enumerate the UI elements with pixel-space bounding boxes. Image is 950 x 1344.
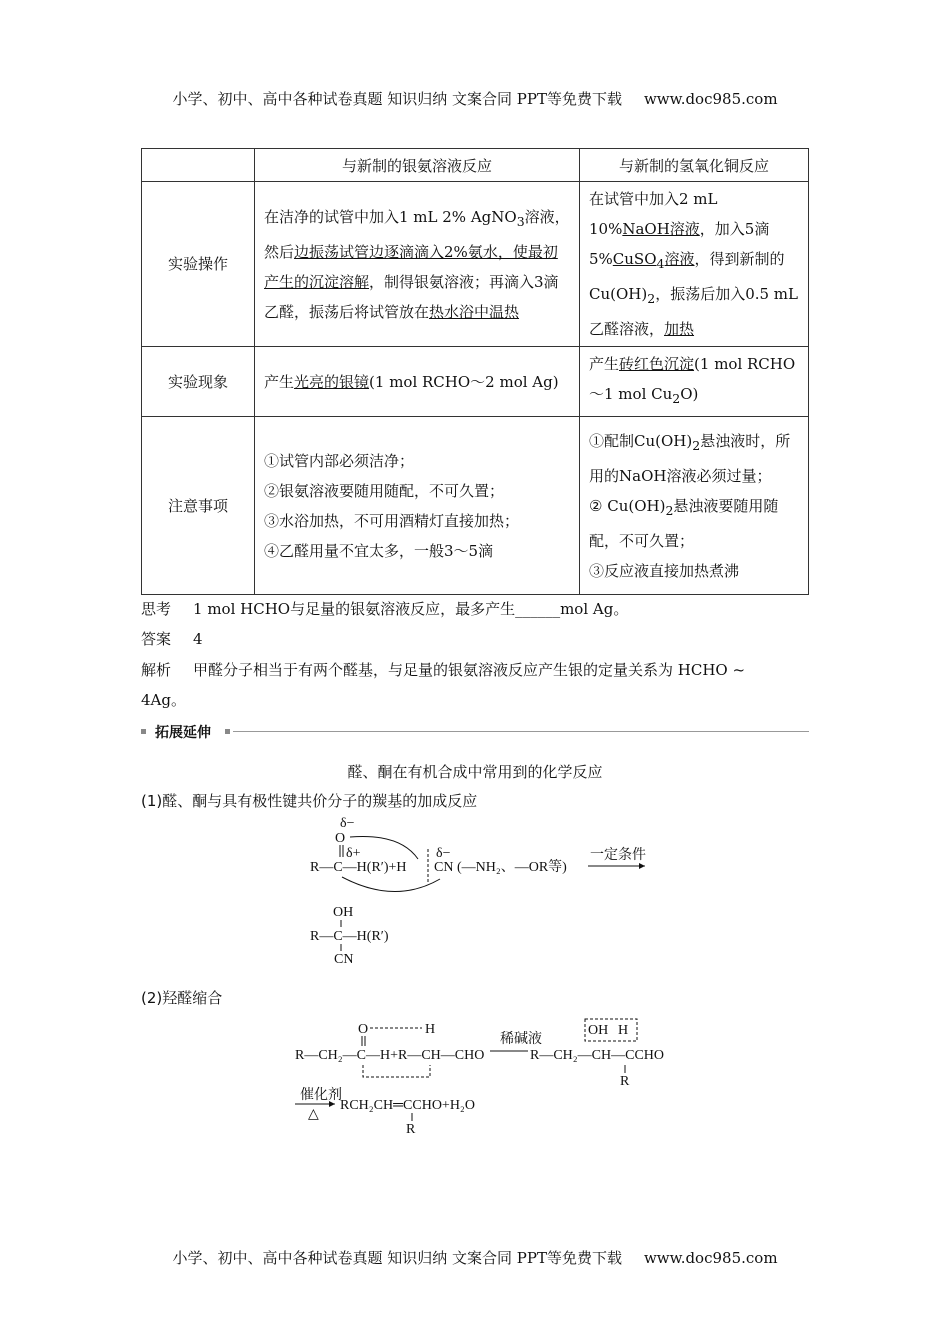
copper-cell: ①配制$Cu(OH)_2$悬浊液时，所用的NaOH溶液必须过量； ② $Cu(OH)_2$悬浊液要随用随配，不可久置； ③反应液直接加热煮沸 <box>580 417 809 595</box>
table-header-row <box>142 149 809 182</box>
svg-text:RCH₂CH═CCHO+H₂O: RCH₂CH═CCHO+H₂O <box>340 1098 475 1113</box>
think-question: 思考 1 mol HCHO与足量的银氨溶液反应，最多产生______mol Ag。 <box>141 600 629 618</box>
row-label: 注意事项 <box>142 417 255 595</box>
header-url[interactable]: www.doc985.com <box>643 90 778 108</box>
svg-text:R—C—H(R′)+H: R—C—H(R′)+H <box>310 860 407 875</box>
silver-cell: 产生光亮的银镜(1 mol RCHO～2 mol Ag) <box>255 347 580 417</box>
svg-text:OH: OH <box>333 905 354 920</box>
svg-text:稀碱液: 稀碱液 <box>500 1032 542 1047</box>
copper-cell: 在试管中加入2 mL 10%NaOH溶液，加入5滴5%CuSO$_4$溶液，得到新制的$Cu(OH)_2$，振荡后加入0.5 mL乙醛溶液，加热 <box>580 182 809 347</box>
header-cell: 与新制的氢氧化铜反应 <box>580 149 809 182</box>
section-bar <box>141 722 809 742</box>
svg-text:R: R <box>406 1122 416 1137</box>
section-label: 拓展延伸 <box>155 725 211 741</box>
row-label: 实验现象 <box>142 347 255 417</box>
svg-text:δ−: δ− <box>340 816 355 831</box>
copper-cell: 产生砖红色沉淀(1 mol RCHO～1 mol $Cu_2O$) <box>580 347 809 417</box>
table-row <box>142 182 809 347</box>
header-text: 小学、初中、高中各种试卷真题 知识归纳 文案合同 PPT等免费下载 <box>172 90 622 108</box>
table-row <box>142 417 809 595</box>
row-label: 实验操作 <box>142 182 255 347</box>
silver-cell: 在洁净的试管中加入1 mL 2% AgNO$_3$溶液，然后边振荡试管边逐滴滴入2%氨水，使最初产生的沉淀溶解，制得银氨溶液；再滴入3滴乙醛，振荡后将试管放在热水浴中温热 <box>255 182 580 347</box>
nucleophilic-addition-diagram <box>300 815 660 975</box>
item-1: (1)醛、酮与具有极性键共价分子的羰基的加成反应 <box>141 792 478 810</box>
svg-text:R—C—H(R′): R—C—H(R′) <box>310 929 389 944</box>
svg-text:一定条件: 一定条件 <box>590 848 646 863</box>
svg-text:O: O <box>358 1022 369 1037</box>
svg-text:R—CH₂—CH—CCHO: R—CH₂—CH—CCHO <box>530 1048 665 1063</box>
analysis-cont: 4Ag。 <box>141 691 186 709</box>
page-footer <box>0 1247 950 1268</box>
silver-cell: ①试管内部必须洁净； ②银氨溶液要随用随配，不可久置； ③水浴加热，不可用酒精灯直接加热； ④乙醛用量不宜太多，一般3～5滴 <box>255 417 580 595</box>
svg-text:OH: OH <box>588 1023 609 1038</box>
svg-text:H: H <box>618 1023 629 1038</box>
answer: 答案 4 <box>141 630 203 648</box>
section-title: 醛、酮在有机合成中常用到的化学反应 <box>347 763 603 781</box>
footer-url[interactable]: www.doc985.com <box>643 1249 778 1267</box>
svg-text:CN (—NH₂、—OR等): CN (—NH₂、—OR等) <box>434 860 567 875</box>
svg-text:δ−: δ− <box>436 846 451 861</box>
svg-text:H: H <box>425 1022 436 1037</box>
analysis: 解析 甲醛分子相当于有两个醛基，与足量的银氨溶液反应产生银的定量关系为 HCHO ~ <box>141 661 746 679</box>
comparison-table <box>141 148 809 595</box>
footer-text: 小学、初中、高中各种试卷真题 知识归纳 文案合同 PPT等免费下载 <box>172 1249 622 1267</box>
header-cell: 与新制的银氨溶液反应 <box>255 149 580 182</box>
page-header <box>0 88 950 109</box>
svg-text:O: O <box>335 831 346 846</box>
table-row <box>142 347 809 417</box>
header-cell <box>142 149 255 182</box>
svg-text:R—CH₂—C—H+R—CH—CHO: R—CH₂—C—H+R—CH—CHO <box>295 1048 485 1063</box>
svg-text:催化剂: 催化剂 <box>300 1088 342 1103</box>
aldol-condensation-diagram <box>290 1015 670 1140</box>
svg-text:△: △ <box>308 1107 319 1122</box>
svg-text:δ+: δ+ <box>346 846 361 861</box>
svg-text:CN: CN <box>334 952 354 967</box>
svg-text:R: R <box>620 1074 630 1089</box>
item-2: (2)羟醛缩合 <box>141 989 223 1007</box>
